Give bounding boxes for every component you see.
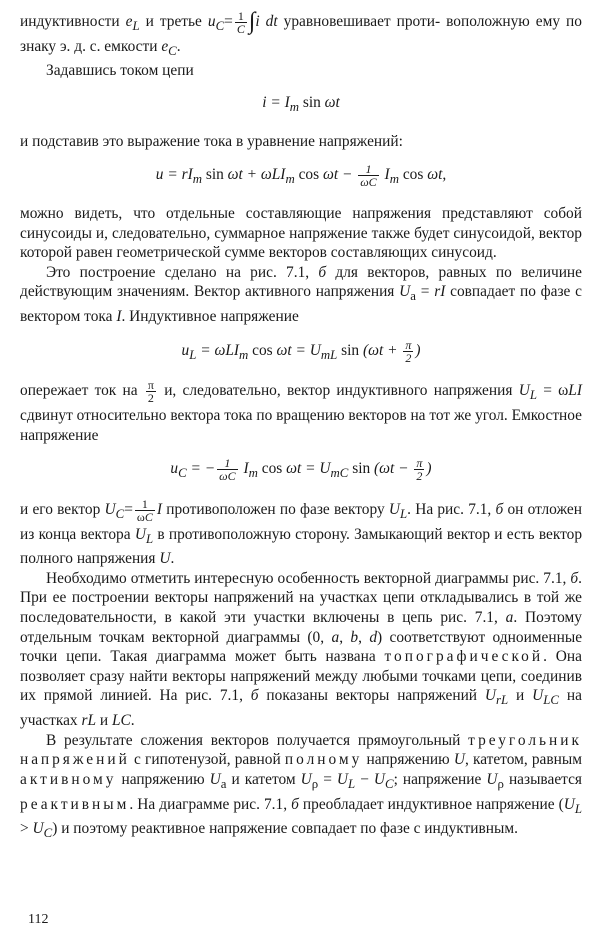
formula-current: $i = I_m$ sin ωt <box>262 93 340 115</box>
page-number: 112 <box>28 912 49 927</box>
formula-capacitive-voltage: $u_C$ = − $\frac{1}{\omega C}$ $I_m$ $\cos \omega t = U_{mC}$ sin (ωt − $\frac{\pi}{2}$ ) <box>170 456 432 484</box>
paragraph-2: Задавшись током цепи <box>46 62 194 80</box>
paragraph-1: индуктивности $e_L$ и третье $u_C=$ $\frac{1}{C}$ ∫i dt уравновешивает проти- воположную ему по знаку э. д. с. емкости $e_C$. <box>20 8 582 58</box>
formula-voltage-sum: $u = rI_m$ sin ωt + ωLI$_m$ cos ωt − $\frac{1}{\omega C}$ $I_m$ cos ωt, <box>155 162 447 190</box>
formula-inductive-voltage: $u_L = \omega LI_m$ $\cos \omega t = U_{mL}$ sin (ωt + $\frac{\pi}{2}$ ) <box>181 337 421 365</box>
paragraph-7: и его вектор $U_C=$ $\frac{1}{\omega C}$ I противоположен по фазе вектору $U_L$. На рис. 7.1, б он отложен из конца вектора $U_L$ в противоположную сторону. Замыкающий вектор и есть вектор полного напряжения U. <box>20 496 583 568</box>
paragraph-8: Необходимо отметить интересную особенность векторной диаграммы рис. 7.1, б. При ее построении векторы напряжений на участках цепи откладывались в той же последовательности, в какой эти участки включены в цепь рис. 7.1, а. Поэтому отдельным точкам векторной диаграммы (0, a, b, d) соответствуют одноименные точки цепи. Такая диаграмма может быть названа топографической. Она позволяет сразу найти векторы напряжений между любыми точками цепи, соединив их прямой линией. На рис. 7.1, б показаны векторы напряжений $U_{rL}$ и $U_{LC}$ на участках rL и LC. <box>20 569 583 730</box>
paragraph-9: В результате сложения векторов получается прямоугольный треугольник напряжений с гипотенузой, равной полному напряжению U, катетом, равным активному напряжению $U_а$ и катетом $U_\rho = U_L - U_C$; напряжение $U_\rho$ называется реактивным. На диаграмме рис. 7.1, б преобладает индуктивное напряжение $(U_L > U_C)$ и поэтому реактивное напряжение совпадает по фазе с индуктивным. <box>20 731 582 841</box>
page-body <box>20 10 582 844</box>
paragraph-3: и подставив это выражение тока в уравнение напряжений: <box>20 132 403 150</box>
paragraph-4: можно видеть, что отдельные составляющие напряжения представляют собой синусоиды и, следовательно, суммарное напряжение также будет синусоидой, вектор которой равен геометрической сумме векторов составляющих синусоид. <box>20 204 582 262</box>
paragraph-5: Это построение сделано на рис. 7.1, б для векторов, равных по величине действующим значениям. Вектор активного напряжения $U_а$ = rI совпадает по фазе с вектором тока I. Индуктивное напряжение <box>20 263 583 325</box>
paragraph-6: опережает ток на $\frac{\pi}{2}$ и, следовательно, вектор индуктивного напряжения $U_L = \omega LI$ сдвинут относительно вектора тока по вращению векторов на тот же угол. Емкостное напряжение <box>20 378 582 444</box>
